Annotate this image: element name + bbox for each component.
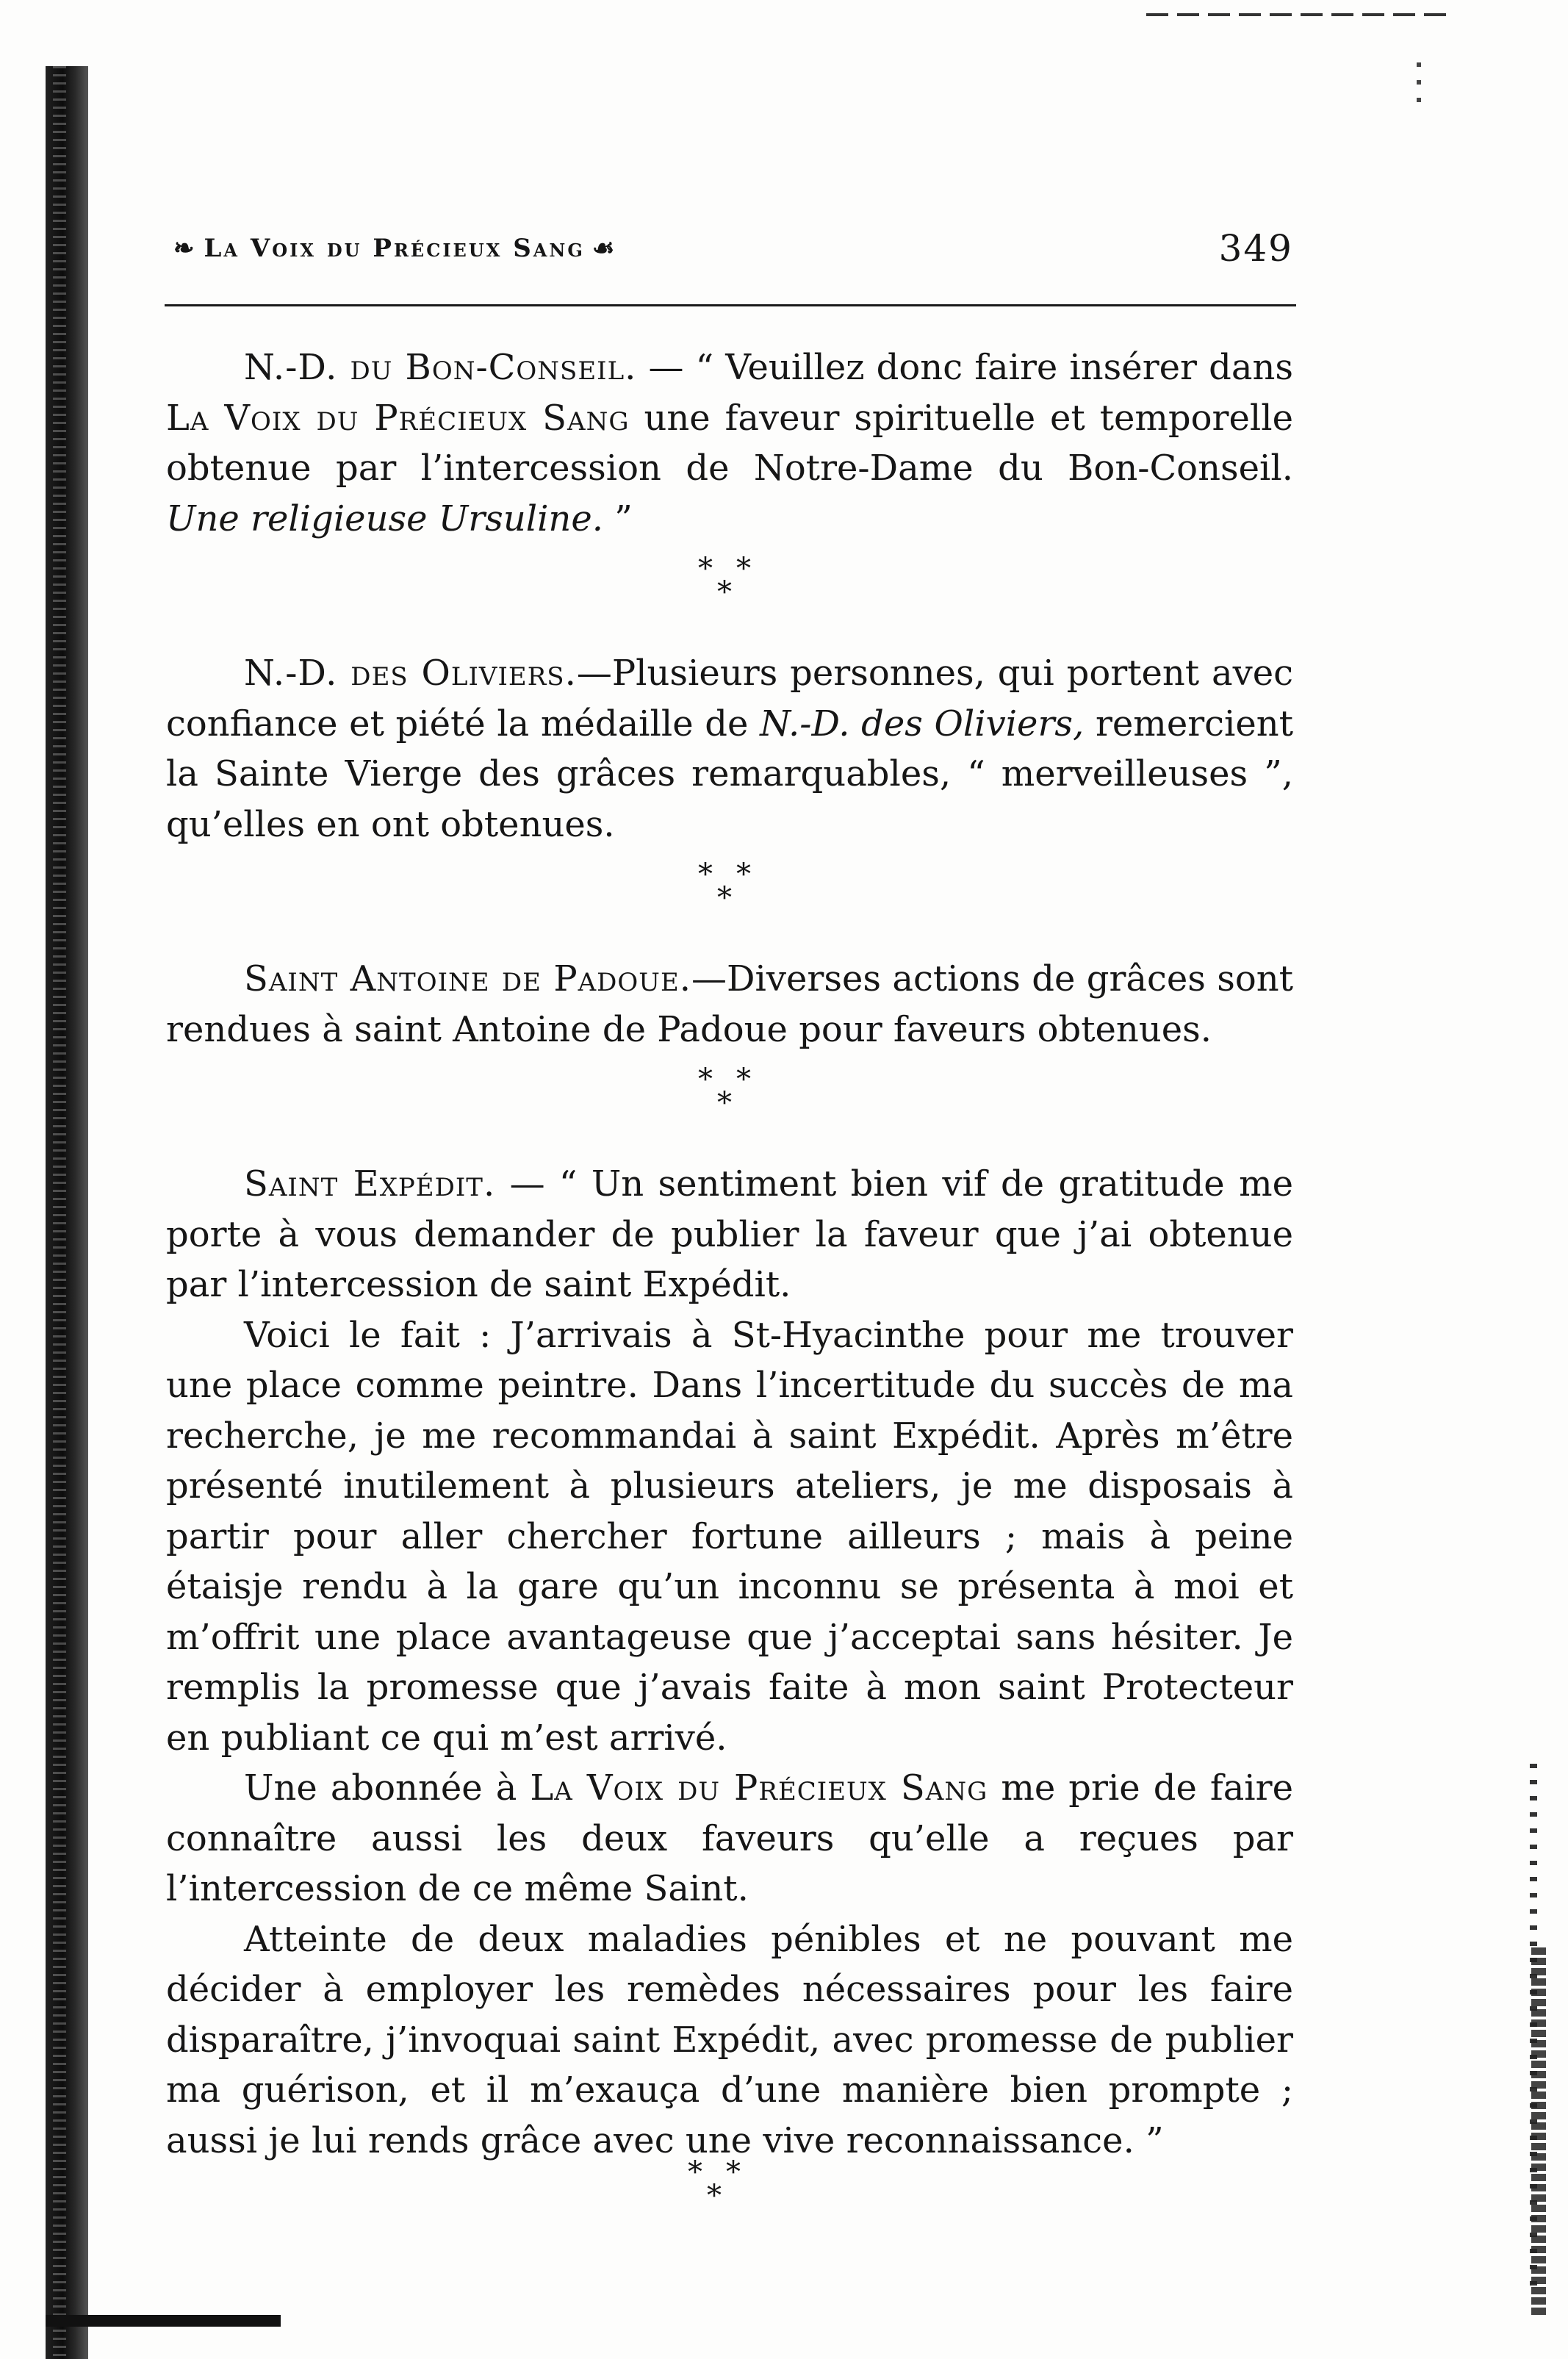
section-heading: Saint Antoine de Padoue. xyxy=(244,958,692,999)
page-header xyxy=(166,225,1293,272)
section-text-2: remercient la Sainte Vierge des grâces remarquables, “ merveilleuses ”, qu’elles en ont obtenues. xyxy=(166,703,1294,845)
signature: Une religieuse Ursuline. xyxy=(166,498,604,539)
asterism-divider xyxy=(166,1055,1293,1159)
header-rule xyxy=(165,304,1296,306)
asterism-divider xyxy=(166,850,1293,954)
asterisk-icon: * xyxy=(736,552,751,586)
section-text-2: une faveur spirituelle et temporelle obtenue par l’intercession de Notre-Dame du Bon-Conseil. xyxy=(166,397,1293,489)
asterisk-icon: * xyxy=(698,858,713,891)
medal-name: N.-D. des Oliviers, xyxy=(760,703,1085,744)
asterisk-icon: * xyxy=(698,1063,713,1096)
section-text: —Diverses actions de grâces sont rendues à saint Antoine de Padoue pour faveurs obtenues. xyxy=(166,958,1293,1050)
paragraph-abonnee xyxy=(166,1763,1293,1914)
section-expedit xyxy=(166,1159,1293,1310)
section-bon-conseil xyxy=(166,342,1293,544)
running-title-text: La Voix du Précieux Sang xyxy=(204,234,585,263)
asterisk-icon: * xyxy=(736,1063,751,1096)
section-text: — “ Veuillez donc faire insérer dans xyxy=(636,347,1293,388)
paragraph-atteinte: Atteinte de deux maladies pénibles et ne pouvant me décider à employer les remèdes nécessaires pour les faire disparaître, j’invoquai saint Expédit, avec promesse de publier ma guérison, et il m’exauça d’une manière bien prompte ; aussi je lui rends grâce avec une vive reconnaissance. ” xyxy=(166,1918,1293,2161)
journal-title: La Voix du Précieux Sang xyxy=(530,1767,988,1809)
scan-artifact-line xyxy=(1146,13,1455,16)
asterisk-icon: * xyxy=(726,2155,741,2189)
section-text: —Plusieurs personnes, qui portent avec confiance et piété la médaille de xyxy=(166,653,1293,744)
section-antoine xyxy=(166,954,1293,1055)
paragraph-text-2: me prie de faire connaître aussi les deux faveurs qu’elle a reçues par l’intercession de ce même Saint. xyxy=(166,1767,1294,1909)
asterisk-icon: * xyxy=(698,552,713,586)
paragraph-voici-le-fait: Voici le fait : J’arrivais à St-Hyacinthe pour me trouver une place comme peintre. Dans l’incertitude du succès de ma recherche, je me recommandai à saint Expédit. Après m’être présenté inutilement à plusieurs ateliers, je me disposais à partir pour aller chercher fortune ailleurs ; mais à peine étaisje rendu à la gare qu’un inconnu se présenta à moi et m’offrit une place avantageuse que j’acceptai sans hésiter. Je remplis la promesse que j’avais faite à mon saint Protecteur en publiant ce qui m’est arrivé. xyxy=(166,1314,1293,1759)
page-body xyxy=(166,342,1293,2166)
asterism-divider xyxy=(166,544,1293,648)
asterisk-icon: * xyxy=(717,575,732,609)
ornament-left-icon: ❧ xyxy=(173,234,197,263)
section-text: — “ Un sentiment bien vif de gratitude me porte à vous demander de publier la faveur que j’ai obtenue par l’intercession de saint Expédit. xyxy=(166,1163,1293,1305)
binding-edge xyxy=(46,66,88,2359)
scan-artifact-dots xyxy=(1417,62,1421,107)
closing-quote: ” xyxy=(603,498,633,539)
paragraph-text: Une abonnée à xyxy=(244,1767,531,1809)
running-title xyxy=(166,234,624,263)
asterisk-icon: * xyxy=(717,881,732,915)
section-oliviers xyxy=(166,648,1293,850)
page-number: 349 xyxy=(1218,227,1293,270)
binding-foot xyxy=(46,2315,281,2327)
margin-scan-marks-dense xyxy=(1531,1947,1546,2315)
asterisk-icon: * xyxy=(717,1086,732,1120)
asterisk-icon: * xyxy=(736,858,751,891)
asterisk-icon: * xyxy=(688,2155,702,2189)
section-heading: N.-D. des Oliviers. xyxy=(244,653,577,694)
ornament-right-icon: ☙ xyxy=(591,234,617,263)
asterisk-icon: * xyxy=(707,2179,722,2213)
section-heading: N.-D. du Bon-Conseil. xyxy=(244,347,637,388)
journal-title: La Voix du Précieux Sang xyxy=(166,397,630,439)
closing-asterism xyxy=(688,2155,769,2224)
section-heading: Saint Expédit. xyxy=(244,1163,496,1204)
